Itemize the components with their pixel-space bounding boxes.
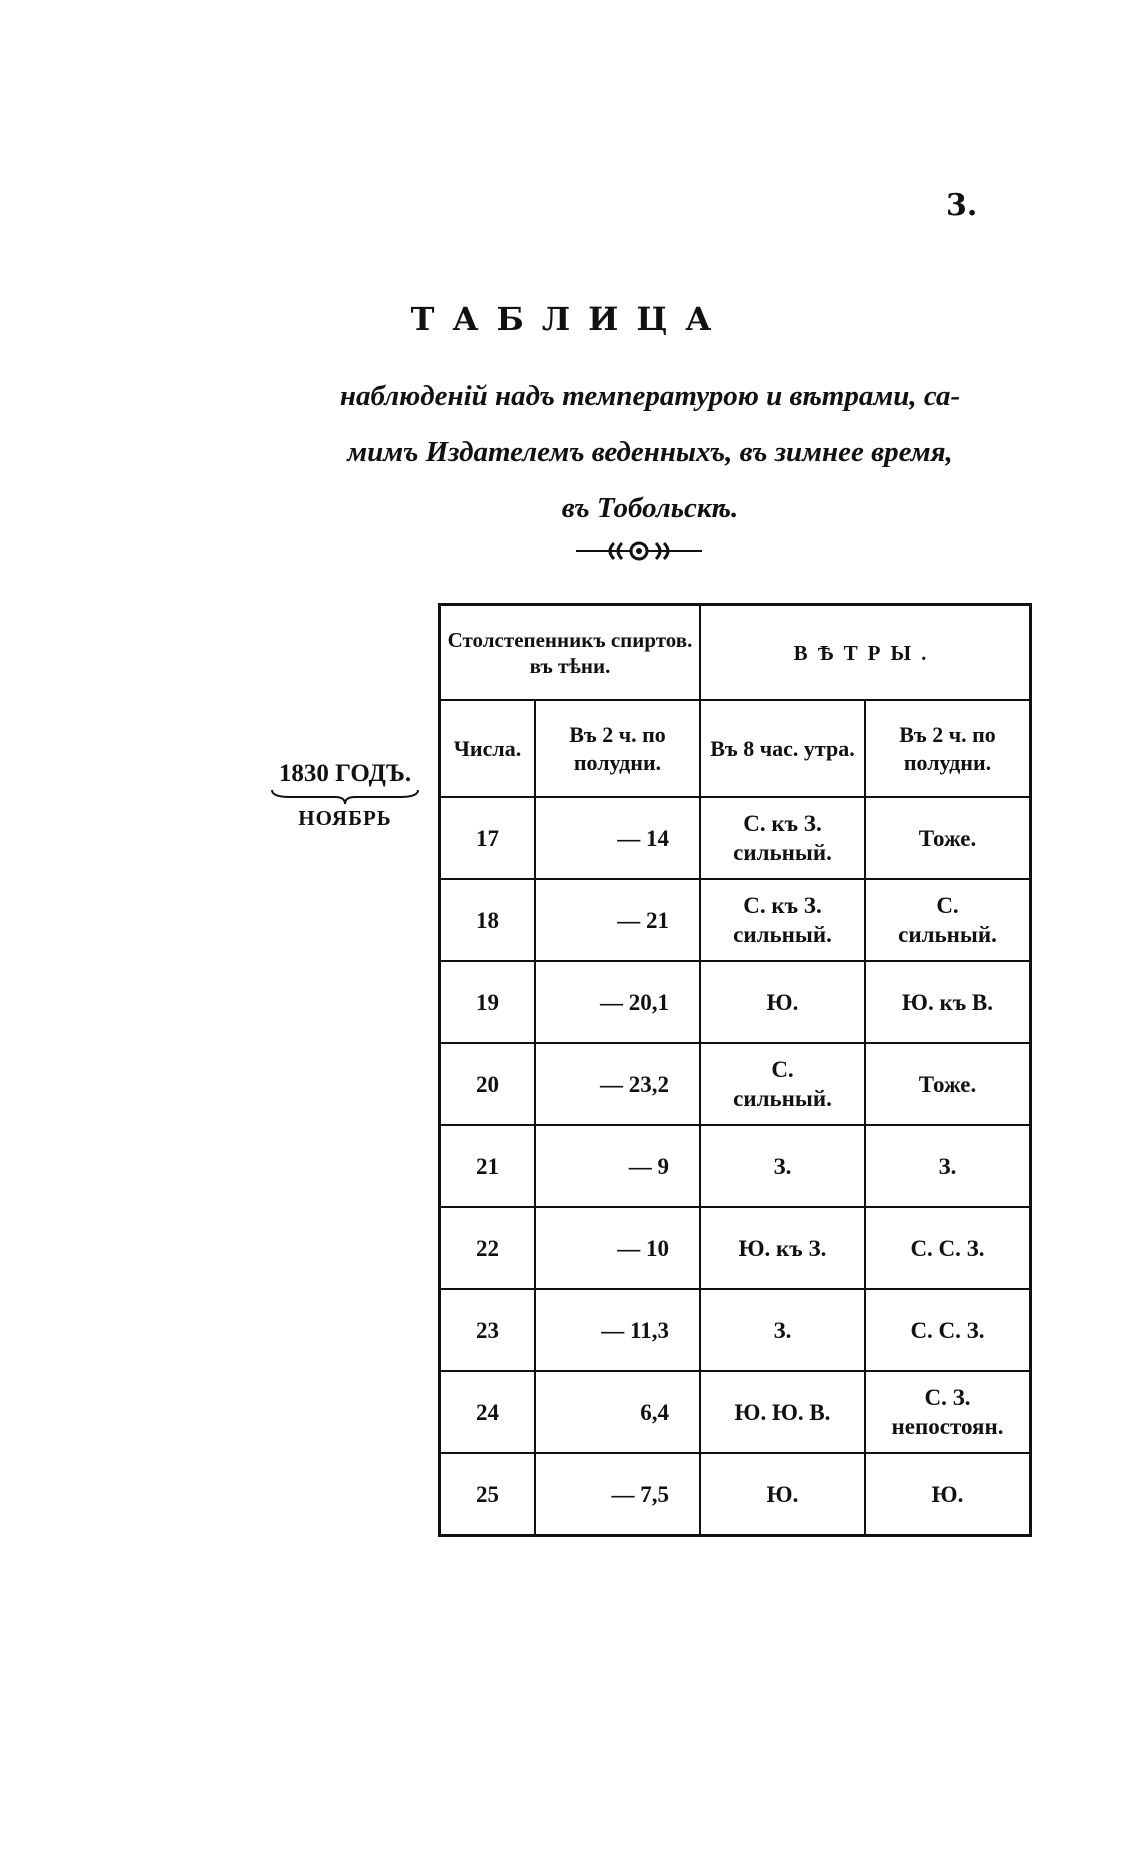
wind-am-cell: Ю. къ З. xyxy=(700,1207,865,1289)
ornament-divider xyxy=(574,536,704,566)
date-column-header: Числа. xyxy=(440,700,536,797)
wind-am-cell: С. сильный. xyxy=(700,1043,865,1125)
wind-am-cell: Ю. xyxy=(700,961,865,1043)
table-row xyxy=(440,1043,1031,1125)
date-cell: 20 xyxy=(440,1043,536,1125)
wind-pm-cell: С. С. З. xyxy=(865,1207,1031,1289)
date-cell: 18 xyxy=(440,879,536,961)
wind-am-cell: З. xyxy=(700,1125,865,1207)
year-label: 1830 ГОДЪ. xyxy=(278,760,412,787)
wind-pm-cell: Тоже. xyxy=(865,1043,1031,1125)
table-row xyxy=(440,797,1031,879)
temperature-cell: — 21 xyxy=(535,879,700,961)
subtitle-line: въ Тобольскѣ. xyxy=(561,492,739,524)
date-cell: 21 xyxy=(440,1125,536,1207)
wind-8am-column-header: Въ 8 час. утра. xyxy=(700,700,865,797)
date-cell: 24 xyxy=(440,1371,536,1453)
subtitle-line: мимъ Издателемъ веденныхъ, въ зимнее время, xyxy=(347,436,953,468)
date-cell: 19 xyxy=(440,961,536,1043)
wind-pm-cell: Ю. xyxy=(865,1453,1031,1536)
brace-icon xyxy=(270,788,420,806)
table-row xyxy=(440,879,1031,961)
month-label: НОЯБРЬ xyxy=(298,806,392,830)
table-group-header-row xyxy=(440,605,1031,701)
wind-pm-cell: Тоже. xyxy=(865,797,1031,879)
wind-2pm-column-header: Въ 2 ч. по полудни. xyxy=(865,700,1031,797)
temperature-cell: — 20,1 xyxy=(535,961,700,1043)
wind-pm-cell: С. С. З. xyxy=(865,1289,1031,1371)
table-row xyxy=(440,1207,1031,1289)
wind-pm-cell: Ю. къ В. xyxy=(865,961,1031,1043)
table-row xyxy=(440,961,1031,1043)
table-row xyxy=(440,1125,1031,1207)
wind-pm-cell: З. xyxy=(865,1125,1031,1207)
subtitle xyxy=(250,368,1050,536)
subtitle-line: наблюденій надъ температурою и вѣтрами, са- xyxy=(339,380,961,412)
wind-am-cell: Ю. xyxy=(700,1453,865,1536)
year-note xyxy=(250,760,440,831)
wind-am-cell: Ю. Ю. В. xyxy=(700,1371,865,1453)
date-cell: 22 xyxy=(440,1207,536,1289)
winds-group-header: ВѢТРЫ. xyxy=(700,605,1031,701)
temperature-cell: — 7,5 xyxy=(535,1453,700,1536)
temperature-cell: — 9 xyxy=(535,1125,700,1207)
observations-table xyxy=(438,603,1032,1537)
temperature-cell: — 14 xyxy=(535,797,700,879)
temp-2pm-column-header: Въ 2 ч. по полудни. xyxy=(535,700,700,797)
temperature-cell: 6,4 xyxy=(535,1371,700,1453)
date-cell: 17 xyxy=(440,797,536,879)
wind-am-cell: З. xyxy=(700,1289,865,1371)
table-column-header-row xyxy=(440,700,1031,797)
table-row xyxy=(440,1289,1031,1371)
temperature-group-header: Столстепенникъ спиртов. въ тѣни. xyxy=(440,605,701,701)
page-title: ТАБЛИЦА xyxy=(410,300,730,338)
wind-pm-cell: С. З. непостоян. xyxy=(865,1371,1031,1453)
table-row xyxy=(440,1371,1031,1453)
date-cell: 23 xyxy=(440,1289,536,1371)
temperature-cell: — 23,2 xyxy=(535,1043,700,1125)
temperature-cell: — 10 xyxy=(535,1207,700,1289)
table-row xyxy=(440,1453,1031,1536)
page-number: 3. xyxy=(946,188,978,223)
wind-am-cell: С. къ З. сильный. xyxy=(700,879,865,961)
temperature-cell: — 11,3 xyxy=(535,1289,700,1371)
wind-pm-cell: С. сильный. xyxy=(865,879,1031,961)
wind-am-cell: С. къ З. сильный. xyxy=(700,797,865,879)
date-cell: 25 xyxy=(440,1453,536,1536)
